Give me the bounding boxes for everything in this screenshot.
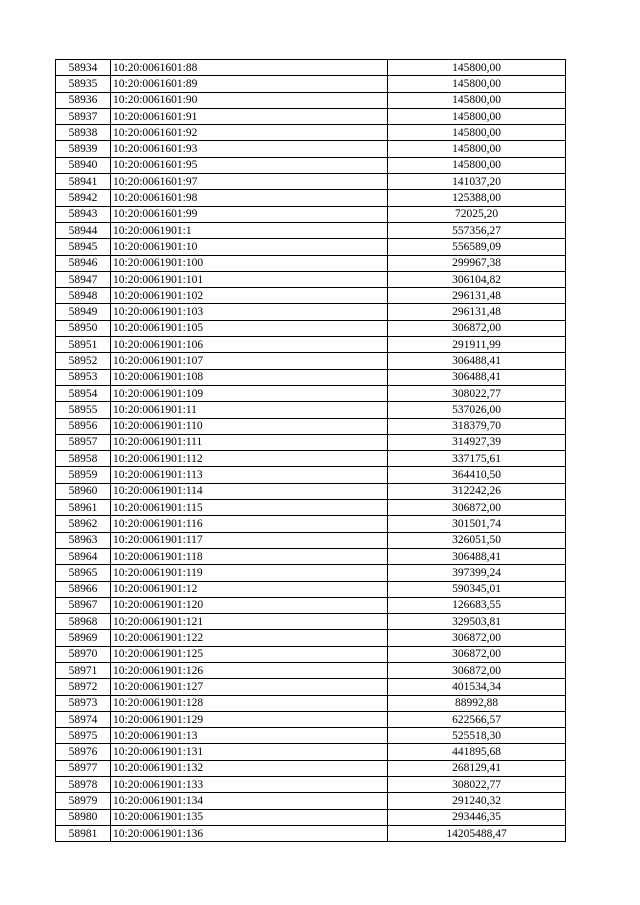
value-cell: 306872,00 bbox=[388, 500, 566, 516]
cadastral-number-cell: 10:20:0061601:93 bbox=[111, 141, 388, 157]
table-row bbox=[56, 483, 566, 499]
value-cell: 622566,57 bbox=[388, 711, 566, 727]
cadastral-number-cell: 10:20:0061901:102 bbox=[111, 288, 388, 304]
row-number-cell: 58936 bbox=[56, 92, 111, 108]
table-row bbox=[56, 402, 566, 418]
table-row bbox=[56, 60, 566, 76]
table-row bbox=[56, 385, 566, 401]
row-number-cell: 58941 bbox=[56, 174, 111, 190]
row-number-cell: 58979 bbox=[56, 793, 111, 809]
cadastral-number-cell: 10:20:0061901:120 bbox=[111, 597, 388, 613]
value-cell: 306872,00 bbox=[388, 630, 566, 646]
value-cell: 318379,70 bbox=[388, 418, 566, 434]
table-row bbox=[56, 222, 566, 238]
table-row bbox=[56, 614, 566, 630]
row-number-cell: 58935 bbox=[56, 76, 111, 92]
cadastral-number-cell: 10:20:0061901:121 bbox=[111, 614, 388, 630]
cadastral-number-cell: 10:20:0061901:10 bbox=[111, 239, 388, 255]
table-row bbox=[56, 809, 566, 825]
cadastral-number-cell: 10:20:0061901:135 bbox=[111, 809, 388, 825]
cadastral-number-cell: 10:20:0061601:99 bbox=[111, 206, 388, 222]
table-row bbox=[56, 532, 566, 548]
cadastral-number-cell: 10:20:0061601:92 bbox=[111, 125, 388, 141]
row-number-cell: 58952 bbox=[56, 353, 111, 369]
row-number-cell: 58958 bbox=[56, 451, 111, 467]
cadastral-number-cell: 10:20:0061901:127 bbox=[111, 679, 388, 695]
value-cell: 306488,41 bbox=[388, 353, 566, 369]
table-row bbox=[56, 418, 566, 434]
cadastral-number-cell: 10:20:0061601:89 bbox=[111, 76, 388, 92]
table-row bbox=[56, 646, 566, 662]
cadastral-number-cell: 10:20:0061901:100 bbox=[111, 255, 388, 271]
cadastral-number-cell: 10:20:0061601:91 bbox=[111, 108, 388, 124]
value-cell: 308022,77 bbox=[388, 385, 566, 401]
row-number-cell: 58980 bbox=[56, 809, 111, 825]
table-row bbox=[56, 190, 566, 206]
table-row bbox=[56, 369, 566, 385]
value-cell: 557356,27 bbox=[388, 222, 566, 238]
cadastral-number-cell: 10:20:0061901:106 bbox=[111, 337, 388, 353]
table-row bbox=[56, 548, 566, 564]
row-number-cell: 58974 bbox=[56, 711, 111, 727]
row-number-cell: 58951 bbox=[56, 337, 111, 353]
table-row bbox=[56, 630, 566, 646]
row-number-cell: 58955 bbox=[56, 402, 111, 418]
row-number-cell: 58953 bbox=[56, 369, 111, 385]
table-row bbox=[56, 744, 566, 760]
row-number-cell: 58938 bbox=[56, 125, 111, 141]
value-cell: 590345,01 bbox=[388, 581, 566, 597]
row-number-cell: 58966 bbox=[56, 581, 111, 597]
cadastral-number-cell: 10:20:0061901:1 bbox=[111, 222, 388, 238]
value-cell: 14205488,47 bbox=[388, 825, 566, 841]
value-cell: 308022,77 bbox=[388, 777, 566, 793]
row-number-cell: 58957 bbox=[56, 434, 111, 450]
row-number-cell: 58948 bbox=[56, 288, 111, 304]
row-number-cell: 58939 bbox=[56, 141, 111, 157]
cadastral-number-cell: 10:20:0061901:112 bbox=[111, 451, 388, 467]
row-number-cell: 58937 bbox=[56, 108, 111, 124]
value-cell: 306104,82 bbox=[388, 271, 566, 287]
value-cell: 145800,00 bbox=[388, 60, 566, 76]
cadastral-number-cell: 10:20:0061901:132 bbox=[111, 760, 388, 776]
row-number-cell: 58965 bbox=[56, 565, 111, 581]
cadastral-number-cell: 10:20:0061901:126 bbox=[111, 662, 388, 678]
row-number-cell: 58960 bbox=[56, 483, 111, 499]
row-number-cell: 58949 bbox=[56, 304, 111, 320]
cadastral-value-table bbox=[55, 59, 566, 842]
value-cell: 306488,41 bbox=[388, 369, 566, 385]
row-number-cell: 58945 bbox=[56, 239, 111, 255]
row-number-cell: 58934 bbox=[56, 60, 111, 76]
row-number-cell: 58968 bbox=[56, 614, 111, 630]
value-cell: 296131,48 bbox=[388, 288, 566, 304]
table-row bbox=[56, 565, 566, 581]
row-number-cell: 58964 bbox=[56, 548, 111, 564]
cadastral-number-cell: 10:20:0061901:13 bbox=[111, 728, 388, 744]
row-number-cell: 58940 bbox=[56, 157, 111, 173]
table-row bbox=[56, 255, 566, 271]
value-cell: 296131,48 bbox=[388, 304, 566, 320]
cadastral-number-cell: 10:20:0061901:136 bbox=[111, 825, 388, 841]
table-row bbox=[56, 174, 566, 190]
row-number-cell: 58970 bbox=[56, 646, 111, 662]
table-row bbox=[56, 662, 566, 678]
value-cell: 145800,00 bbox=[388, 125, 566, 141]
table-row bbox=[56, 777, 566, 793]
table-row bbox=[56, 337, 566, 353]
value-cell: 306872,00 bbox=[388, 662, 566, 678]
value-cell: 145800,00 bbox=[388, 157, 566, 173]
table-row bbox=[56, 434, 566, 450]
value-cell: 145800,00 bbox=[388, 141, 566, 157]
value-cell: 145800,00 bbox=[388, 92, 566, 108]
cadastral-number-cell: 10:20:0061901:101 bbox=[111, 271, 388, 287]
table-row bbox=[56, 320, 566, 336]
table-row bbox=[56, 581, 566, 597]
value-cell: 72025,20 bbox=[388, 206, 566, 222]
table-row bbox=[56, 728, 566, 744]
cadastral-number-cell: 10:20:0061601:97 bbox=[111, 174, 388, 190]
cadastral-number-cell: 10:20:0061901:115 bbox=[111, 500, 388, 516]
row-number-cell: 58973 bbox=[56, 695, 111, 711]
table-row bbox=[56, 467, 566, 483]
cadastral-number-cell: 10:20:0061901:114 bbox=[111, 483, 388, 499]
value-cell: 125388,00 bbox=[388, 190, 566, 206]
value-cell: 141037,20 bbox=[388, 174, 566, 190]
cadastral-number-cell: 10:20:0061901:118 bbox=[111, 548, 388, 564]
value-cell: 537026,00 bbox=[388, 402, 566, 418]
cadastral-number-cell: 10:20:0061901:109 bbox=[111, 385, 388, 401]
value-cell: 145800,00 bbox=[388, 108, 566, 124]
row-number-cell: 58971 bbox=[56, 662, 111, 678]
cadastral-number-cell: 10:20:0061901:12 bbox=[111, 581, 388, 597]
table-row bbox=[56, 125, 566, 141]
row-number-cell: 58978 bbox=[56, 777, 111, 793]
row-number-cell: 58943 bbox=[56, 206, 111, 222]
value-cell: 312242,26 bbox=[388, 483, 566, 499]
cadastral-number-cell: 10:20:0061901:128 bbox=[111, 695, 388, 711]
value-cell: 126683,55 bbox=[388, 597, 566, 613]
cadastral-number-cell: 10:20:0061901:11 bbox=[111, 402, 388, 418]
table-row bbox=[56, 271, 566, 287]
row-number-cell: 58946 bbox=[56, 255, 111, 271]
value-cell: 329503,81 bbox=[388, 614, 566, 630]
row-number-cell: 58961 bbox=[56, 500, 111, 516]
row-number-cell: 58954 bbox=[56, 385, 111, 401]
value-cell: 88992,88 bbox=[388, 695, 566, 711]
cadastral-number-cell: 10:20:0061901:125 bbox=[111, 646, 388, 662]
table-row bbox=[56, 304, 566, 320]
cadastral-number-cell: 10:20:0061901:113 bbox=[111, 467, 388, 483]
row-number-cell: 58944 bbox=[56, 222, 111, 238]
cadastral-number-cell: 10:20:0061901:110 bbox=[111, 418, 388, 434]
row-number-cell: 58981 bbox=[56, 825, 111, 841]
row-number-cell: 58967 bbox=[56, 597, 111, 613]
cadastral-number-cell: 10:20:0061901:117 bbox=[111, 532, 388, 548]
value-cell: 145800,00 bbox=[388, 76, 566, 92]
cadastral-number-cell: 10:20:0061901:111 bbox=[111, 434, 388, 450]
value-cell: 268129,41 bbox=[388, 760, 566, 776]
row-number-cell: 58977 bbox=[56, 760, 111, 776]
row-number-cell: 58947 bbox=[56, 271, 111, 287]
value-cell: 314927,39 bbox=[388, 434, 566, 450]
row-number-cell: 58972 bbox=[56, 679, 111, 695]
table-row bbox=[56, 108, 566, 124]
table-row bbox=[56, 76, 566, 92]
table-row bbox=[56, 825, 566, 841]
cadastral-number-cell: 10:20:0061901:134 bbox=[111, 793, 388, 809]
cadastral-number-cell: 10:20:0061901:131 bbox=[111, 744, 388, 760]
table-row bbox=[56, 597, 566, 613]
table-row bbox=[56, 92, 566, 108]
cadastral-number-cell: 10:20:0061901:116 bbox=[111, 516, 388, 532]
table-row bbox=[56, 516, 566, 532]
value-cell: 441895,68 bbox=[388, 744, 566, 760]
table-row bbox=[56, 451, 566, 467]
value-cell: 525518,30 bbox=[388, 728, 566, 744]
cadastral-number-cell: 10:20:0061601:98 bbox=[111, 190, 388, 206]
table-row bbox=[56, 760, 566, 776]
table-row bbox=[56, 695, 566, 711]
value-cell: 326051,50 bbox=[388, 532, 566, 548]
row-number-cell: 58942 bbox=[56, 190, 111, 206]
value-cell: 291911,99 bbox=[388, 337, 566, 353]
value-cell: 364410,50 bbox=[388, 467, 566, 483]
row-number-cell: 58976 bbox=[56, 744, 111, 760]
row-number-cell: 58962 bbox=[56, 516, 111, 532]
value-cell: 306872,00 bbox=[388, 320, 566, 336]
row-number-cell: 58969 bbox=[56, 630, 111, 646]
value-cell: 293446,35 bbox=[388, 809, 566, 825]
row-number-cell: 58950 bbox=[56, 320, 111, 336]
value-cell: 306488,41 bbox=[388, 548, 566, 564]
value-cell: 306872,00 bbox=[388, 646, 566, 662]
value-cell: 337175,61 bbox=[388, 451, 566, 467]
cadastral-number-cell: 10:20:0061601:90 bbox=[111, 92, 388, 108]
table-row bbox=[56, 157, 566, 173]
cadastral-number-cell: 10:20:0061901:122 bbox=[111, 630, 388, 646]
value-cell: 401534,34 bbox=[388, 679, 566, 695]
value-cell: 556589,09 bbox=[388, 239, 566, 255]
row-number-cell: 58956 bbox=[56, 418, 111, 434]
cadastral-number-cell: 10:20:0061601:95 bbox=[111, 157, 388, 173]
cadastral-number-cell: 10:20:0061901:108 bbox=[111, 369, 388, 385]
document-page bbox=[55, 59, 566, 842]
table-row bbox=[56, 793, 566, 809]
row-number-cell: 58975 bbox=[56, 728, 111, 744]
value-cell: 299967,38 bbox=[388, 255, 566, 271]
cadastral-number-cell: 10:20:0061901:103 bbox=[111, 304, 388, 320]
cadastral-number-cell: 10:20:0061901:105 bbox=[111, 320, 388, 336]
table-row bbox=[56, 141, 566, 157]
cadastral-number-cell: 10:20:0061901:119 bbox=[111, 565, 388, 581]
table-row bbox=[56, 288, 566, 304]
row-number-cell: 58963 bbox=[56, 532, 111, 548]
table-row bbox=[56, 353, 566, 369]
value-cell: 301501,74 bbox=[388, 516, 566, 532]
cadastral-number-cell: 10:20:0061601:88 bbox=[111, 60, 388, 76]
cadastral-number-cell: 10:20:0061901:133 bbox=[111, 777, 388, 793]
table-row bbox=[56, 206, 566, 222]
table-row bbox=[56, 500, 566, 516]
cadastral-number-cell: 10:20:0061901:129 bbox=[111, 711, 388, 727]
table-row bbox=[56, 679, 566, 695]
table-row bbox=[56, 239, 566, 255]
row-number-cell: 58959 bbox=[56, 467, 111, 483]
value-cell: 397399,24 bbox=[388, 565, 566, 581]
table-row bbox=[56, 711, 566, 727]
value-cell: 291240,32 bbox=[388, 793, 566, 809]
table-body bbox=[56, 60, 566, 842]
cadastral-number-cell: 10:20:0061901:107 bbox=[111, 353, 388, 369]
